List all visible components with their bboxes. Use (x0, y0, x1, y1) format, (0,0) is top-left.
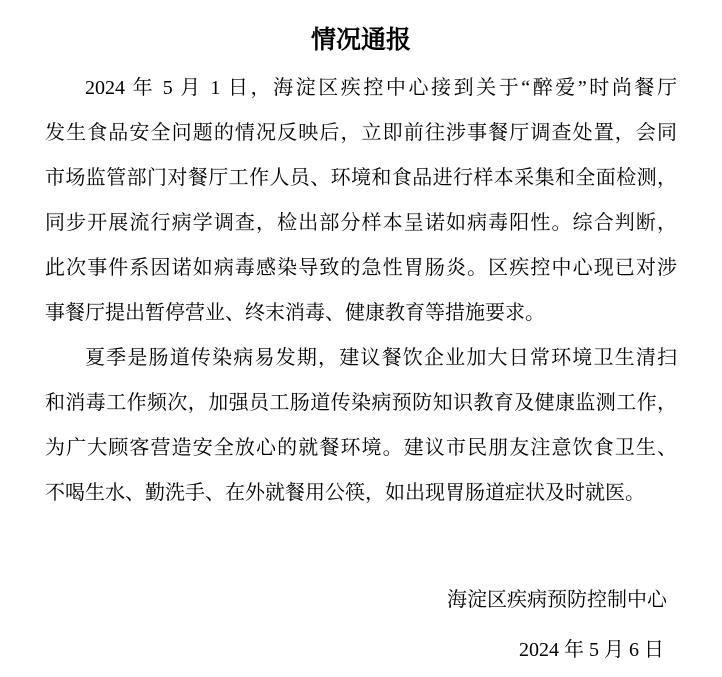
text-line-p1-l5: 此次事件系因诺如病毒感染导致的急性胃肠炎。区疾控中心现已对涉 (45, 257, 677, 279)
text-line-p2-l3: 为广大顾客营造安全放心的就餐环境。建议市民朋友注意饮食卫生、 (45, 437, 677, 459)
document-body (0, 66, 722, 516)
text-line-p2-l2: 和消毒工作频次，加强员工肠道传染病预防知识教育及健康监测工作， (45, 392, 677, 414)
text-line-p1-l3: 市场监管部门对餐厅工作人员、环境和食品进行样本采集和全面检测， (45, 167, 677, 189)
text-line-p1-l6: 事餐厅提出暂停营业、终末消毒、健康教育等措施要求。 (45, 302, 545, 324)
text-line-p2-l4: 不喝生水、勤洗手、在外就餐用公筷，如出现胃肠道症状及时就医。 (45, 482, 645, 504)
text-line-p1-l2: 发生食品安全问题的情况反映后，立即前往涉事餐厅调查处置，会同 (45, 122, 677, 144)
text-line-p1-l1: 2024 年 5 月 1 日，海淀区疾控中心接到关于“醉爱”时尚餐厅 (85, 77, 677, 99)
signature-date: 2024 年 5 月 6 日 (519, 639, 664, 661)
signature-org: 海淀区疾病预防控制中心 (447, 589, 667, 611)
document-title: 情况通报 (310, 27, 411, 54)
text-line-p2-l1: 夏季是肠道传染病易发期，建议餐饮企业加大日常环境卫生清扫 (85, 347, 677, 369)
text-line-p1-l4: 同步开展流行病学调查，检出部分样本呈诺如病毒阳性。综合判断， (45, 212, 677, 234)
